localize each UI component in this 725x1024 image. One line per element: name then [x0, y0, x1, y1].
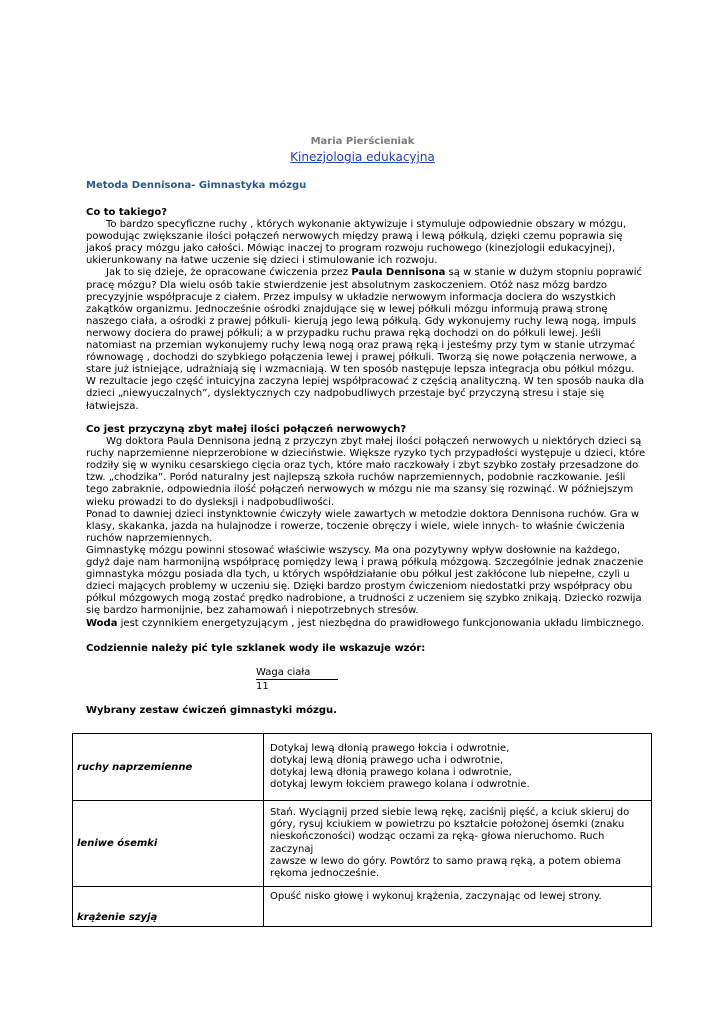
paragraph: Ponad to dawniej dzieci instynktownie ćwiczyły wiele zawartych w metodzie doktora Dennisona ruchów. Gra w klasy, skakanka, jazda na hulajnodze i rowerze, toczenie obręczy i wiele, wiele innych- to właśnie ćwiczenia ruchów naprzemiennych.: [86, 508, 640, 544]
exercises-heading: Wybrany zestaw ćwiczeń gimnastyki mózgu.: [86, 705, 337, 716]
table-row: [73, 734, 652, 801]
water-heading: Codziennie należy pić tyle szklanek wody ile wskazuje wzór:: [86, 643, 426, 654]
description-line: dotykaj lewym łokciem prawego kolana i odwrotnie.: [270, 779, 530, 791]
method-subheading: Metoda Dennisona- Gimnastyka mózgu: [86, 180, 307, 191]
exercise-description: [264, 801, 652, 887]
description-line: Dotykaj lewą dłonią prawego łokcia i odwrotnie,: [270, 742, 510, 754]
section-heading: Co to takiego?: [86, 207, 168, 218]
author-name: Maria Pierścieniak: [310, 136, 415, 147]
paragraph: Woda jest czynnikiem energetyzującym , jest niezbędna do prawidłowego funkcjonowania układu limbicznego.: [86, 617, 645, 629]
exercises-table: [72, 733, 652, 927]
section-heading: Co jest przyczyną zbyt małej ilości połączeń nerwowych?: [86, 424, 407, 435]
paragraph: To bardzo specyficzne ruchy , których wykonanie aktywizuje i stymuluje odpowiednie obszary w mózgu, powodując zwiększanie ilości połączeń nerwowych między prawą i lewą półkulą, dzięki czemu poprawia się jakoś pracy mózgu jako całości. Mówiąc inaczej to program rozwoju ruchowego (kinezjologii edukacyjnej), ukierunkowany na łatwe uczenie się dzieci i stimulowanie ich rozwoju.: [86, 219, 627, 267]
exercise-description: [264, 734, 652, 801]
section-cause: [86, 424, 646, 630]
emphasized-name: Paula Dennisona: [351, 267, 446, 279]
description-line: Stań. Wyciągnij przed siebie lewą rękę, zaciśnij pięść, a kciuk skieruj do: [270, 806, 630, 818]
exercise-name: leniwe ósemki: [73, 801, 264, 887]
paragraph: Gimnastykę mózgu powinni stosować właściwie wszyscy. Ma ona pozytywny wpływ dosłownie na każdego, gdyż daje nam harmonijną współpracę pomiędzy lewą i prawą półkulą mózgową. Szczególnie jednak znaczenie gimnastyka mózgu posiada dla tych, u których współdziałanie obu półkul jest zakłócone lub niepełne, czyli u dzieci mających problemy w uczeniu się. Dzięki bardzo prostym ćwiczeniom niedostatki przy współpracy obu półkul mózgowych mogą zostać prędko nadrobione, a trudności z uczeniem się szybko znikają. Dziecko rozwija się bardzo harmonijnie, bez zahamowań i niepotrzebnych stresów.: [86, 544, 644, 617]
description-line: rękoma jednocześnie.: [270, 867, 380, 879]
table-row: [73, 887, 652, 927]
emphasized-word: Woda: [86, 617, 118, 629]
section-what-is-it: [86, 207, 646, 413]
description-line: dotykaj lewą dłonią prawego ucha i odwrotnie,: [270, 754, 504, 766]
exercise-name: krążenie szyją: [73, 887, 264, 927]
paragraph: Jak to się dzieje, że opracowane ćwiczenia przez Paula Dennisona są w stanie w dużym stopniu poprawić pracę mózgu? Dla wielu osób takie stwierdzenie jest absolutnym zaskoczeniem. Otóż nasz mózg bardzo precyzyjnie współpracuje z ciałem. Przez impulsy w układzie nerwowym informacja dociera do wszystkich zakątków organizmu. Jednocześnie ośrodki znajdujące się w lewej półkuli mózgu informują prawą stronę naszego ciała, a ośrodki z prawej półkuli- kierują jego lewą półkulą. Gdy wykonujemy ruchy lewą nogą, impuls nerwowy dociera do prawej półkuli; a w przypadku ruchu prawa ręką dochodzi on do półkuli lewej. Jeśli natomiast na przemian wykonujemy ruchy lewą nogą oraz prawą ręką i jesteśmy przy tym w stanie utrzymać równowagę , dochodzi do szybkiego połączenia lewej i prawej półkuli. Tworzą się nowe połączenia nerwowe, a stare już istniejące, udrażniają się i wzmacniają. W ten sposób następuje lepsza integracja obu półkul mózgu. W rezultacie jego część intuicyjna zaczyna lepiej współpracować z częścią analityczną. W ten sposób nauka dla dzieci „niewyuczalnych”, dyslektycznych czy nadpobudliwych przestaje być przyczyną stresu i staje się łatwiejsza.: [86, 267, 645, 412]
formula-denominator: 11: [256, 681, 269, 692]
description-line: nieskończoności) wodząc oczami za ręką- głowa nieruchomo. Ruch zaczynaj: [270, 831, 605, 855]
formula-numerator: Waga ciała: [256, 667, 311, 678]
water-formula: [256, 667, 311, 692]
table-row: [73, 801, 652, 887]
document-title-link[interactable]: Kinezjologia edukacyjna: [290, 150, 435, 164]
description-line: Opuść nisko głowę i wykonuj krążenia, zaczynając od lewej strony.: [270, 891, 602, 902]
paragraph: Wg doktora Paula Dennisona jedną z przyczyn zbyt małej ilości połączeń nerwowych u niektórych dzieci są ruchy naprzemienne nieprzerobione w dzieciństwie. Większe ryzyko tych przypadłości występuje u dzieci, które rodziły się w wyniku cesarskiego cięcia oraz tych, które mało raczkowały i zbyt szybko zostały przesadzone do tzw. „chodzika”. Poród naturalny jest najlepszą szkoła ruchów naprzemiennych, podobnie raczkowanie. Jeśli tego zabraknie, odpowiednia ilość połączeń nerwowych w mózgu nie ma szansy się rozwinąć. W późniejszym wieku prowadzi to do dysleksji i nadpobudliwości.: [86, 436, 646, 508]
exercise-description: [264, 887, 652, 927]
description-line: góry, rysuj kciukiem w powietrzu po kształcie położonej ósemki (znaku: [270, 819, 625, 831]
exercise-name: ruchy naprzemienne: [73, 734, 264, 801]
formula-fraction-line: [256, 679, 338, 692]
description-line: dotykaj lewą dłonią prawego kolana i odwrotnie,: [270, 767, 512, 778]
description-line: zawsze w lewo do góry. Powtórz to samo prawą ręką, a potem obiema: [270, 855, 621, 867]
